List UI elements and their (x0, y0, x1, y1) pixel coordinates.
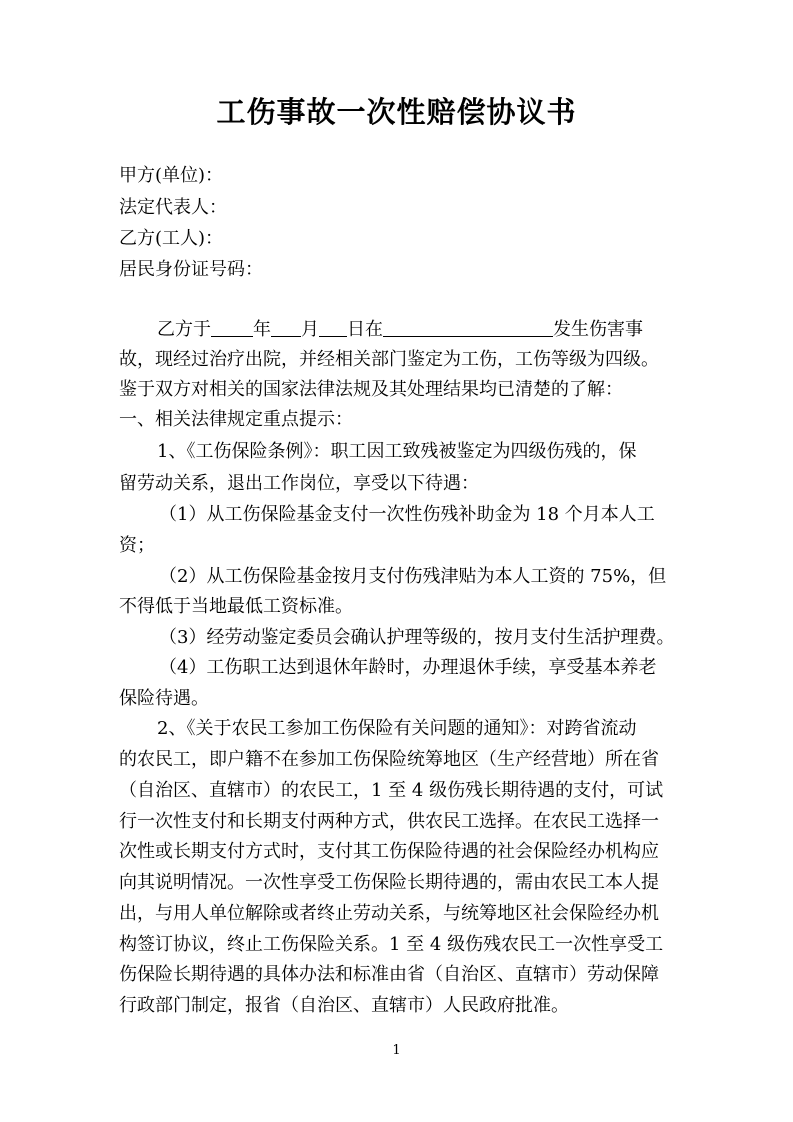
intro-text-5: 发生伤害事 (553, 319, 643, 340)
item-2-line-10: 行政部门制定，报省（自治区、直辖市）人民政府批准。 (119, 995, 569, 1016)
id-number-field: 居民身份证号码： (119, 259, 263, 280)
intro-line-3: 鉴于双方对相关的国家法律法规及其处理结果均已清楚的了解： (119, 379, 623, 400)
legal-representative-field: 法定代表人： (119, 197, 227, 218)
sub-item-3-line-1: （3）经劳动鉴定委员会确认护理等级的，按月支付生活护理费。 (159, 627, 675, 648)
intro-line-1 (157, 318, 677, 342)
item-1-line-2: 留劳动关系，退出工作岗位，享受以下待遇： (119, 473, 479, 494)
item-2-line-2: 的农民工，即户籍不在参加工伤保险统筹地区（生产经营地）所在省 (119, 749, 659, 770)
item-1-line-1: 1、《工伤保险条例》：职工因工致残被鉴定为四级伤残的，保 (157, 441, 637, 462)
item-2-line-3: （自治区、直辖市）的农民工，1 至 4 级伤残长期待遇的支付，可试 (119, 780, 664, 801)
item-2-line-4: 行一次性支付和长期支付两种方式，供农民工选择。在农民工选择一 (119, 811, 659, 832)
day-blank[interactable] (319, 318, 347, 337)
year-blank[interactable] (211, 318, 253, 337)
item-2-line-5: 次性或长期支付方式时，支付其工伤保险待遇的社会保险经办机构应 (119, 841, 659, 862)
item-2-line-9: 伤保险长期待遇的具体办法和标准由省（自治区、直辖市）劳动保障 (119, 964, 659, 985)
month-blank[interactable] (271, 318, 301, 337)
intro-text-2: 年 (253, 319, 271, 340)
section-1-heading: 一、相关法律规定重点提示： (119, 409, 353, 430)
sub-item-4-line-2: 保险待遇。 (119, 688, 209, 709)
location-blank[interactable] (383, 318, 553, 337)
sub-item-4-line-1: （4）工伤职工达到退休年龄时，办理退休手续，享受基本养老 (159, 657, 657, 678)
party-b-field: 乙方(工人)： (119, 228, 224, 249)
item-2-line-7: 出，与用人单位解除或者终止劳动关系，与统筹地区社会保险经办机 (119, 903, 659, 924)
page-number: 1 (392, 1043, 401, 1058)
sub-item-1-line-1: （1）从工伤保险基金支付一次性伤残补助金为 18 个月本人工 (159, 504, 655, 525)
item-2-line-1: 2、《关于农民工参加工伤保险有关问题的通知》：对跨省流动 (157, 718, 637, 739)
sub-item-1-line-2: 资； (119, 535, 155, 556)
intro-line-2: 故，现经过治疗出院，并经相关部门鉴定为工伤，工伤等级为四级。 (119, 349, 659, 370)
item-2-line-8: 构签订协议，终止工伤保险关系。1 至 4 级伤残农民工一次性享受工 (119, 934, 664, 955)
party-a-field: 甲方(单位)： (119, 165, 224, 186)
item-2-line-6: 向其说明情况。一次性享受工伤保险长期待遇的，需由农民工本人提 (119, 872, 659, 893)
sub-item-2-line-1: （2）从工伤保险基金按月支付伤残津贴为本人工资的 75%，但 (159, 566, 667, 587)
intro-text-1: 乙方于 (157, 319, 211, 340)
document-title: 工伤事故一次性赔偿协议书 (216, 95, 577, 129)
sub-item-2-line-2: 不得低于当地最低工资标准。 (119, 596, 353, 617)
intro-text-3: 月 (301, 319, 319, 340)
intro-text-4: 日在 (347, 319, 383, 340)
